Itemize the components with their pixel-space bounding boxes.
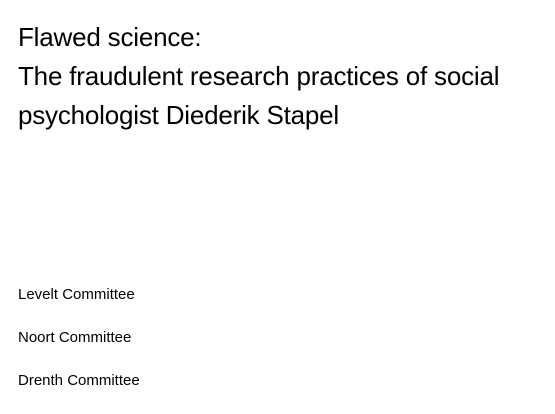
committee-noort: Noort Committee xyxy=(18,329,132,346)
title-line: Flawed science: xyxy=(18,22,202,52)
document-title xyxy=(18,18,543,135)
committee-drenth: Drenth Committee xyxy=(18,372,140,389)
committee-levelt: Levelt Committee xyxy=(18,286,135,303)
title-line: psychologist Diederik Stapel xyxy=(18,100,340,130)
committee-list xyxy=(18,285,140,414)
title-line: The fraudulent research practices of social xyxy=(18,61,500,91)
